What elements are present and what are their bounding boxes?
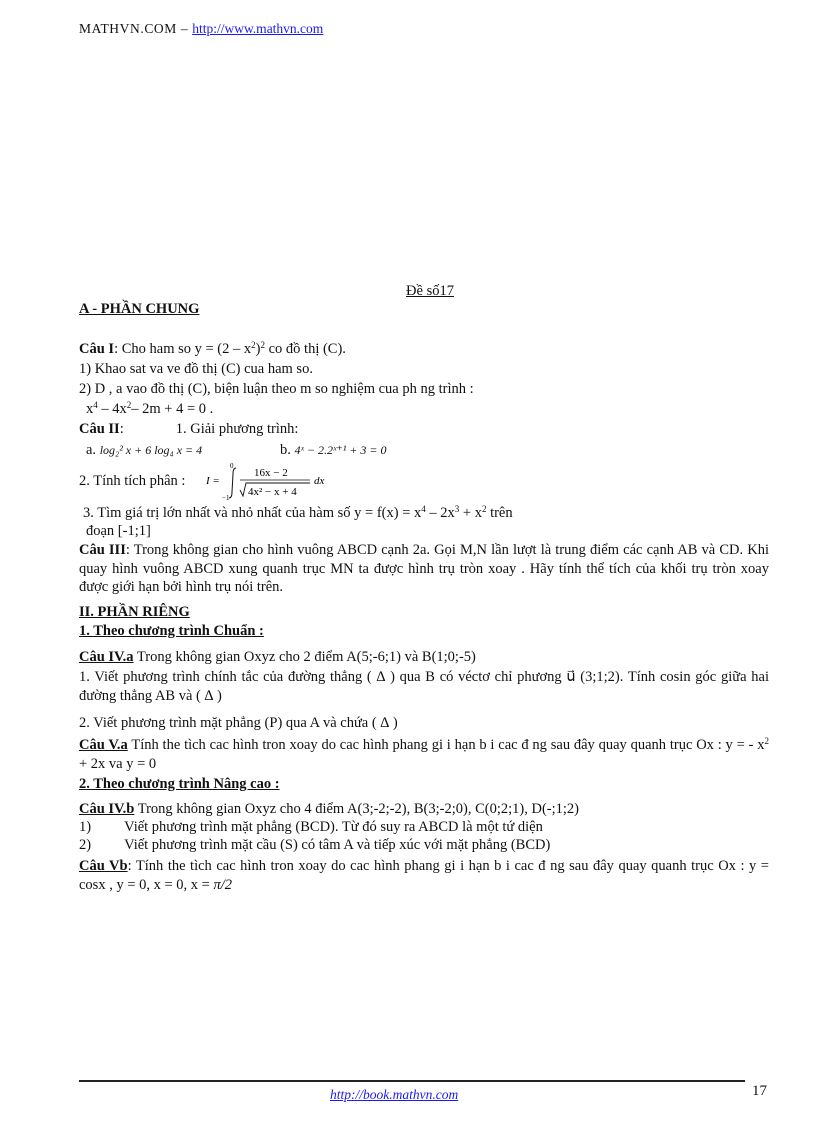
cau2-item3: 3. Tìm giá trị lớn nhất và nhỏ nhất của hàm số $y = f(x) = x^4 - 2x^3 + x^2$ trên — [83, 504, 513, 521]
ivb-item2: 2) Viết phương trình mặt cầu (S) có tâm A và tiếp xúc với mặt phẳng (BCD) — [79, 837, 551, 853]
cau-vb: Câu Vb: Tính the tìch cac hình tron xoay do cac hình phang gi i hạn b i cac đ ng sau đây quay quanh trục Ox : y = cosx , y = 0, x = 0, x = π/2 — [79, 858, 769, 893]
section-b-heading: II. PHẦN RIÊNG — [79, 604, 190, 620]
cau1-label: Câu I — [79, 341, 115, 357]
cau1-equation: $x^4 - 4x^2-$ 2m + 4 = 0 . — [86, 400, 214, 417]
cau1-statement: Câu I: Cho ham so $y = (2 - x^2)^2$ co đồ thị (C). — [79, 340, 346, 357]
cau2-item2: 2. Tính tích phân : — [79, 473, 186, 489]
footer-link[interactable]: http://book.mathvn.com — [330, 1087, 459, 1102]
cau3-statement: Câu III: Trong không gian cho hình vuông ABCD cạnh 2a. Gọi M,N lần lượt là trung điểm các cạnh AB và CD. Khi quay hình vuông ABCD xung quanh trục MN ta được hình trụ tròn xoay . Hãy tính thể tích của khối trụ tròn xoay được giới hạn bởi hình trụ nói trên. — [79, 542, 769, 595]
footer-rule — [79, 1080, 745, 1082]
chuan-heading: 1. Theo chương trình Chuẩn : — [79, 623, 264, 639]
cau-va: Câu V.a Tính the tìch cac hình tron xoay do cac hình phang gi i hạn b i cac đ ng sau đây quay quanh trục Ox : y = - $x^2 + 2x$ va y = 0 — [79, 736, 769, 772]
vb-label: Câu Vb — [79, 858, 128, 874]
cau2-item3-line2: đoạn [-1;1] — [86, 523, 151, 539]
cau2-label: Câu II — [79, 421, 120, 437]
svg-text:I =: I = — [206, 475, 220, 487]
cau-iva: Câu IV.a Trong không gian Oxyz cho 2 điểm A(5;-6;1) và B(1;0;-5) — [79, 649, 476, 665]
svg-text:−1: −1 — [222, 494, 230, 502]
svg-text:0: 0 — [230, 462, 234, 470]
cau2-heading: Câu II: 1. Giải phương trình: — [79, 421, 299, 437]
site-name: MATHVN.COM – — [79, 21, 193, 36]
exam-title: Đề số17 — [406, 283, 454, 299]
cau1-item2: 2) D , a vao đồ thị (C), biện luận theo m so nghiệm cua ph ng trình : — [79, 381, 474, 397]
svg-text:dx: dx — [314, 475, 325, 487]
cau2-eq-b: b. 4ˣ − 2.2ˣ⁺¹ + 3 = 0 — [280, 442, 387, 458]
nangcao-heading: 2. Theo chương trình Nâng cao : — [79, 776, 280, 792]
page-header — [79, 21, 323, 37]
cau-ivb: Câu IV.b Trong không gian Oxyz cho 4 điểm A(3;-2;-2), B(3;-2;0), C(0;2;1), D(-;1;2) — [79, 801, 579, 817]
integral-formula — [206, 462, 346, 502]
cau1-item1: 1) Khao sat va ve đồ thị (C) cua ham so. — [79, 361, 313, 377]
cau3-label: Câu III — [79, 542, 126, 558]
iva-label: Câu IV.a — [79, 649, 134, 665]
va-label: Câu V.a — [79, 737, 128, 753]
ivb-label: Câu IV.b — [79, 801, 135, 817]
site-link[interactable]: http://www.mathvn.com — [192, 21, 324, 36]
cau2-eq-a: a. log₂² x + 6 log₄ x = 4 — [86, 442, 203, 458]
ivb-item1: 1) Viết phương trình mặt phẳng (BCD). Từ đó suy ra ABCD là một tứ diện — [79, 819, 543, 835]
svg-text:4x² − x + 4: 4x² − x + 4 — [248, 486, 297, 498]
svg-text:16x − 2: 16x − 2 — [254, 467, 288, 479]
section-a-heading: A - PHẦN CHUNG — [79, 301, 200, 317]
page-number: 17 — [752, 1083, 767, 1099]
iva-item2: 2. Viết phương trình mặt phẳng (P) qua A và chứa ( ∆ ) — [79, 715, 398, 731]
iva-item1: 1. Viết phương trình chính tắc của đường thẳng ( ∆ ) qua B có véctơ chỉ phương u⃗ (3;1;2). Tính cosin góc giữa hai đường thẳng AB và ( ∆ ) — [79, 669, 769, 704]
